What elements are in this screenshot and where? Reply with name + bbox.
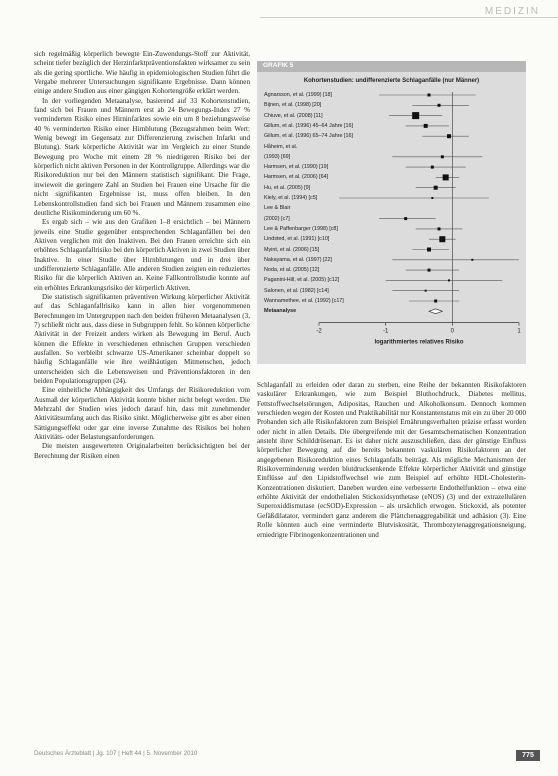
study-label: Chiuve, et al. (2008) [11] — [264, 112, 323, 119]
paragraph: Die statistisch signifikanten präventiven Wirkung körperlicher Aktivität auf das Schlaganfallrisiko kann in allen hier vorgenommenen Berechnungen im Untergruppen nach den beiden früheren Metaanalysen (3, 7) schließt nicht aus, dass diese in Subgruppen fehlt. So können körperliche Aktivität in der Freizeit anders wirken als Bewegung im Beruf. Auch können die Effekte in verschiedenen ethnischen Gruppen verschieden ausfallen. So verbleibt schwarze US-Amerikaner scheinbar doppelt so häufig Schlaganfälle wie ihre weißhäutigen Mitmenschen, jedoch unterscheiden sich die Lebensweisen und Präventionsfaktoren in den beiden Populationsgruppen (24). — [34, 292, 250, 386]
effect-estimate-marker — [428, 269, 431, 272]
study-label: Agnarsson, et al. (1999) [18] — [264, 92, 333, 98]
paragraph: Es ergab sich – wie aus den Grafiken 1–8 ersichtlich – bei Männern jeweils eine Studie gegenüber entsprechenden Schlaganfällen bei den Aktiven verglichen mit den Inaktiven. Bei den Frauen erreichte sich ein erhöhtes Schlaganfallrisiko bei den körperlich Aktiven in zwei Studien über Inaktive. In einer Studie über Hirnblutungen und in drei über undifferenzierte Schlaganfälle. Alle anderen Studien zeigten ein reduziertes Risiko für die körperlich Aktiven an. Keine Fallkontrollstudie konnte auf ein erhöhtes Erkrankungsrisiko der körperlich Aktiven. — [34, 218, 250, 292]
study-label: Kiely, et al. (1994) [c5] — [264, 195, 318, 201]
effect-estimate-marker — [425, 290, 427, 292]
effect-estimate-marker — [438, 104, 441, 107]
study-label: Bijnen, et al. (1998) [20] — [264, 102, 322, 109]
study-label: (1993) [69] — [264, 153, 291, 160]
forest-plot-figure — [257, 61, 526, 364]
paragraph: Eine einheitliche Abhängigkeit des Umfangs der Risikoreduktion vom Ausmaß der körperlichen Aktivität konnte bisher nicht belegt werden. Die Mehrzahl der Studien wies jedoch darauf hin, dass mit zunehmender Aktivitätsumfang auch das Risiko sinkt. Möglicherweise gibt es aber einen Sättigungseffekt oder gar eine inverse Zunahme des Risikos bei hohen Aktivitäts- oder Belastungsanforderungen. — [34, 386, 250, 442]
study-label: Harmsen, et al. (2006) [64] — [264, 174, 329, 181]
paragraph: sich regelmäßig körperlich bewegte Ein-Zuwendungs-Stoff zur Aktivität, scheint tiefer bezüglich der Herzinfarktpräventionsfakten wirksamer zu sein als die gering sportliche. Wie häufig in epidemiologischen Studien führt die Vergabe mehrerer Untersuchungen signifikante Ergebnisse. Dann können einige andere Studien aus einer gängigen Kohortengröße erklärt werden. — [34, 50, 250, 96]
study-label: Paganini-Hill, et al. (2005) [c12] — [264, 277, 340, 284]
x-tick-label: -2 — [316, 328, 322, 335]
study-label: Lee & Paffenbarger (1998) [c8] — [264, 225, 338, 232]
effect-estimate-marker — [438, 227, 441, 230]
study-label: Lindsted, et al. (1991) [c10] — [264, 236, 330, 243]
figure-title: Kohortenstudien: undifferenzierte Schlaganfälle (nur Männer) — [303, 78, 480, 84]
x-tick-label: -1 — [382, 328, 389, 335]
study-label: Nakayama, et al. (1997) [22] — [264, 256, 333, 263]
effect-estimate-marker — [431, 197, 433, 199]
effect-estimate-marker — [404, 217, 407, 220]
effect-estimate-marker — [434, 300, 437, 303]
figure-label: GRAFIK 5 — [263, 62, 294, 69]
x-axis-label: logarithmiertes relatives Risiko — [374, 339, 464, 346]
effect-estimate-marker — [424, 124, 428, 128]
left-text-column — [34, 50, 250, 461]
study-label: Harmsen, et al. (1990) [19] — [264, 164, 329, 171]
header-rule — [260, 17, 558, 18]
x-tick-label: 1 — [517, 328, 521, 335]
study-label: Noda, et al. (2005) [12] — [264, 267, 320, 274]
study-label: Gillum, et al. (1996) 45–64 Jahre [16] — [264, 122, 353, 129]
effect-estimate-marker — [439, 236, 445, 242]
study-label: Myint, et al. (2006) [15] — [264, 246, 320, 253]
effect-estimate-marker — [431, 166, 434, 169]
paragraph: Die meisten ausgewerteten Originalarbeiten berücksichtigten bei der Berechnung der Risiken einen — [34, 442, 250, 460]
section-header: MEDIZIN — [484, 6, 540, 17]
effect-estimate-marker — [441, 155, 444, 158]
effect-estimate-marker — [447, 134, 451, 138]
effect-estimate-marker — [443, 174, 449, 180]
x-tick-label: 0 — [450, 328, 455, 335]
study-label: Metaanalyse — [264, 308, 297, 315]
paragraph: Schlaganfall zu erleiden oder daran zu sterben, eine Reihe der bekannten Risikofaktoren vaskulärer Erkrankungen, wie zum Beispiel Bluthochdruck, Diabetes mellitus, Fettstoffwechselstörungen, Adipositas, Rauchen und Alkoholkonsum. Dennoch kommen verschieden wegen der Kosten und Praktikabilität nur Konstantenstatus mit ein zu über 20 000 Probanden sich alle Risikofaktoren zum Beispiel Ernährungsverhalten präzise erfasst worden oder nicht in allen Details. Die übergreifende mit der Gesamtschematischen Konzentration ansteht ihrer Schilddrüsenart. Es ist daher nicht auszuschließen, dass der günstige Einfluss körperlicher Bewegung auf die bereits bekannten vaskulären Risikofaktoren an der angegebenen Risikoreduktion eines Schlaganfalls beiträgt. Als mögliche Mechanismen der Risikoverminderung werden blutdrucksenkende Effekte körperlicher Aktivität und günstige Einflüsse auf den Lipidstoffwechsel wie zum Beispiel auf erhöhte HDL-Cholesterin-Konzentrationen diskutiert. Daneben wurden eine verbesserte Endothelfunktion – etwa eine erhöhte Aktivität der endothelialen Stickoxidsynthetase (eNOS) (3) und der extrazellulären Superoxiddismutase (ecSOD)-Expression – als ursächlich erwogen. Stickoxid, als potenter Gefäßdilatator, vermindert ganz anderem die Plättchenaggregabilität und adhäsion (3). Eine Rolle könnten auch eine verminderte Blutviskosität, Thrombozytenaggregationsneigung, erniedrigte Fibrinogenkonzentrationen und — [257, 381, 526, 539]
footer-citation: Deutsches Ärzteblatt | Jg. 107 | Heft 44 | 5. November 2010 — [34, 750, 198, 757]
paragraph: In der vorliegenden Metaanalyse, basierend auf 33 Kohortenstudien, fand sich bei Frauen und Männern erst ab 24 Bewegungs-Index 27 % verminderten Risiko eines Hirninfarktes sowie ein um 8 beziehungsweise 40 % verminderten Risiko einer Hirnblutung (Bezugsrahmen beim Wert: Wenig bewegt im Gegensatz zur Differenzierung zwischen Infarkt und Blutung). Stark körperliche Aktivität war im Vergleich zu einer Stunde Bewegung pro Woche mit einem 28 % niedrigeren Risiko bei der körperlich nicht aktiven Personen in der Kontrollgruppe. Allerdings war die Risikoreduktion nur bei den Männern statistisch signifikant. Die Frage, inwieweit die geringere Zahl an Studien bei Frauen eine Ursache für die nicht signifikanten Ergebnisse ist, muss offen bleiben. In den Lebenskontrollstudien fand sich bei Frauen und Männern zusammen eine deutliche Risikominderung um 60 %. — [34, 96, 250, 217]
effect-estimate-marker — [448, 279, 450, 281]
study-label: Hu, et al. (2005) [9] — [264, 184, 311, 191]
right-text-column — [257, 381, 526, 540]
study-label: Lee & Blair — [264, 205, 291, 212]
effect-estimate-marker — [427, 248, 431, 252]
study-label: Wannamethee, et al. (1992) [c17] — [264, 298, 344, 304]
study-label: (2002) [c7] — [264, 215, 290, 222]
study-label: Gillum, et al. (1996) 65–74 Jahre [16] — [264, 133, 353, 140]
effect-estimate-marker — [434, 186, 438, 190]
study-label: Salonen, et al. (1982) [c14] — [264, 287, 329, 294]
page-number: 775 — [516, 750, 540, 761]
effect-estimate-marker — [471, 259, 473, 261]
effect-estimate-marker — [412, 112, 419, 119]
meta-analysis-diamond — [429, 309, 442, 314]
effect-estimate-marker — [428, 94, 431, 97]
forest-plot — [257, 61, 526, 364]
study-label: Håheim, et al. — [264, 143, 298, 150]
